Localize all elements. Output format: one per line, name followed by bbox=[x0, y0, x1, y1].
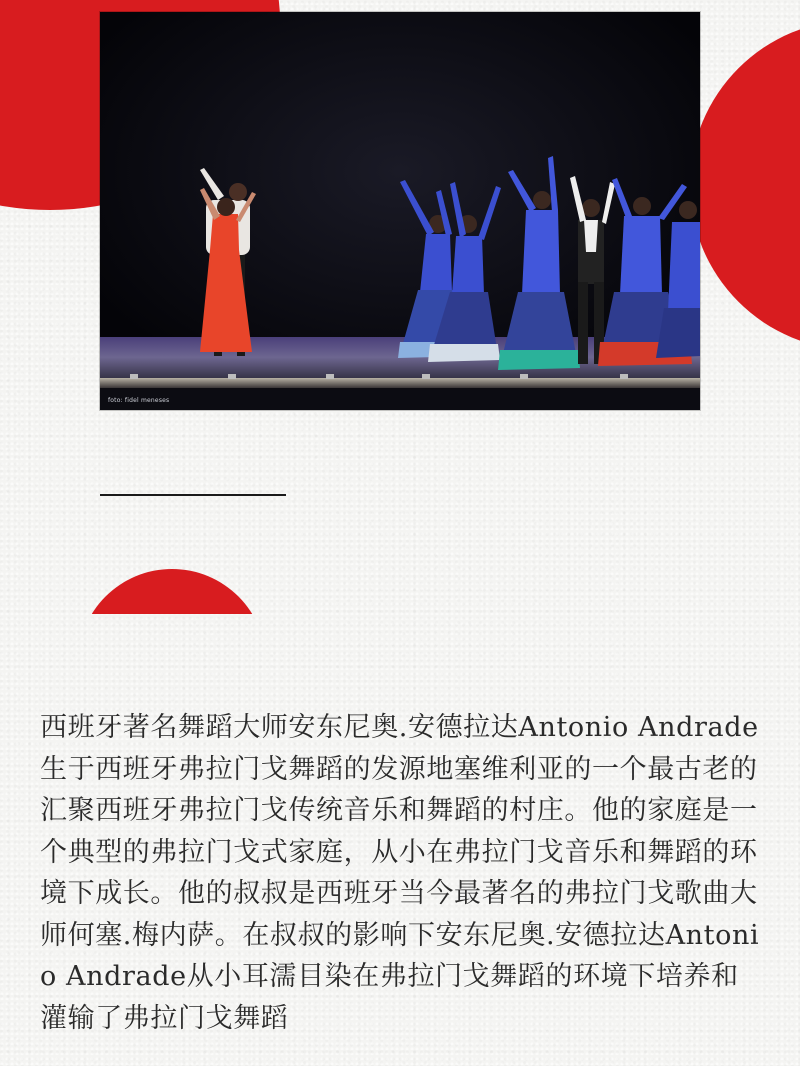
article-paragraph: 西班牙著名舞蹈大师安东尼奥.安德拉达Antonio Andrade生于西班牙弗拉门戈舞蹈的发源地塞维利亚的一个最古老的汇聚西班牙弗拉门戈传统音乐和舞蹈的村庄。他的家庭是一个典型的弗拉门戈式家庭，从小在弗拉门戈音乐和舞蹈的环境下成长。他的叔叔是西班牙当今最著名的弗拉门戈歌曲大师何塞.梅内萨。在叔叔的影响下安东尼奥.安德拉达Antonio Andrade从小耳濡目染在弗拉门戈舞蹈的环境下培养和灌输了弗拉门戈舞蹈 bbox=[40, 712, 760, 1034]
semicircle-disc bbox=[78, 569, 266, 614]
flamenco-stage-photo bbox=[100, 12, 700, 410]
decorative-red-circle-top-right bbox=[690, 20, 800, 350]
stage-edge bbox=[100, 378, 700, 388]
flamenco-stage-illustration bbox=[100, 12, 700, 410]
stage-front bbox=[100, 388, 700, 410]
section-divider bbox=[100, 494, 286, 496]
photo-credit: foto: fidel meneses bbox=[108, 397, 170, 404]
decorative-red-semicircle bbox=[78, 569, 266, 614]
